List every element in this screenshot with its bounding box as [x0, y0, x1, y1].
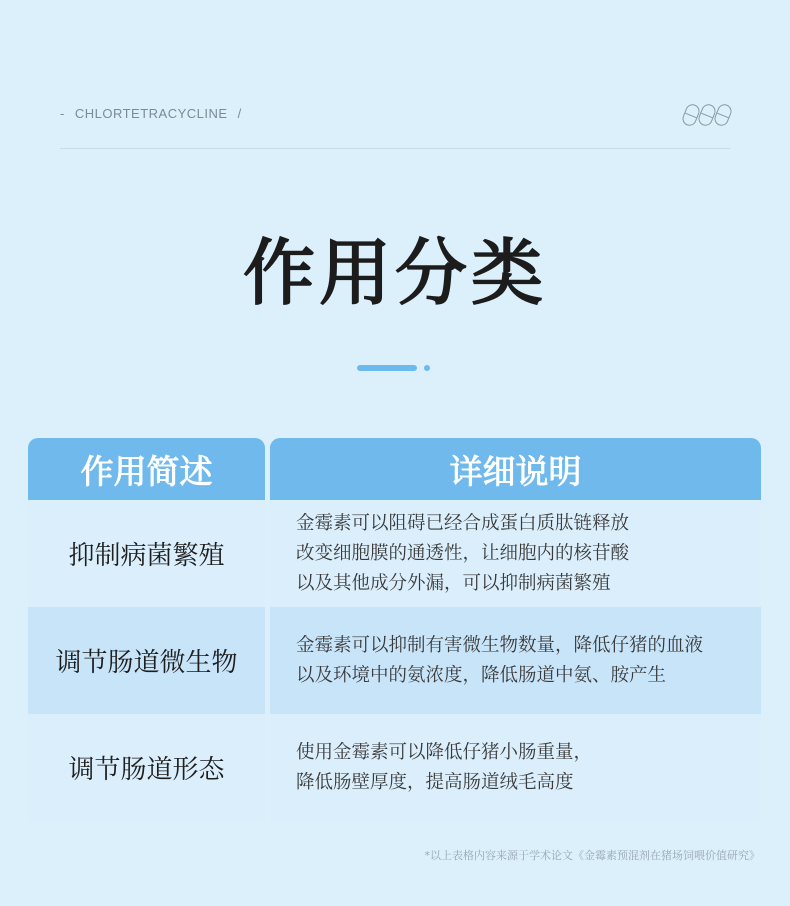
accent-bar [357, 365, 417, 371]
row-summary: 调节肠道形态 [28, 714, 265, 821]
header-summary: 作用简述 [28, 438, 265, 500]
row-detail: 使用金霉素可以降低仔猪小肠重量， 降低肠壁厚度，提高肠道绒毛高度 [270, 714, 761, 821]
capsule-pills-icon [684, 104, 730, 126]
page-title: 作用分类 [242, 230, 547, 315]
table-row [28, 714, 761, 821]
product-tag: - CHLORTETRACYCLINE / [60, 106, 242, 121]
row-detail: 金霉素可以抑制有害微生物数量，降低仔猪的血液 以及环境中的氨浓度，降低肠道中氨、胺产生 [270, 607, 761, 714]
product-name: CHLORTETRACYCLINE [74, 106, 228, 121]
table-row [28, 500, 761, 607]
function-table [28, 438, 761, 821]
header-detail: 详细说明 [270, 438, 761, 500]
row-summary: 抑制病菌繁殖 [28, 500, 265, 607]
source-footnote: *以上表格内容来源于学术论文《金霉素预混剂在猪场饲喂价值研究》 [424, 849, 760, 862]
table-row [28, 607, 761, 714]
row-summary: 调节肠道微生物 [28, 607, 265, 714]
row-detail: 金霉素可以阻碍已经合成蛋白质肽链释放 改变细胞膜的通透性，让细胞内的核苷酸 以及其他成分外漏，可以抑制病菌繁殖 [270, 500, 761, 607]
top-bar [60, 100, 730, 149]
accent-dot [424, 365, 430, 371]
table-header [28, 438, 761, 500]
